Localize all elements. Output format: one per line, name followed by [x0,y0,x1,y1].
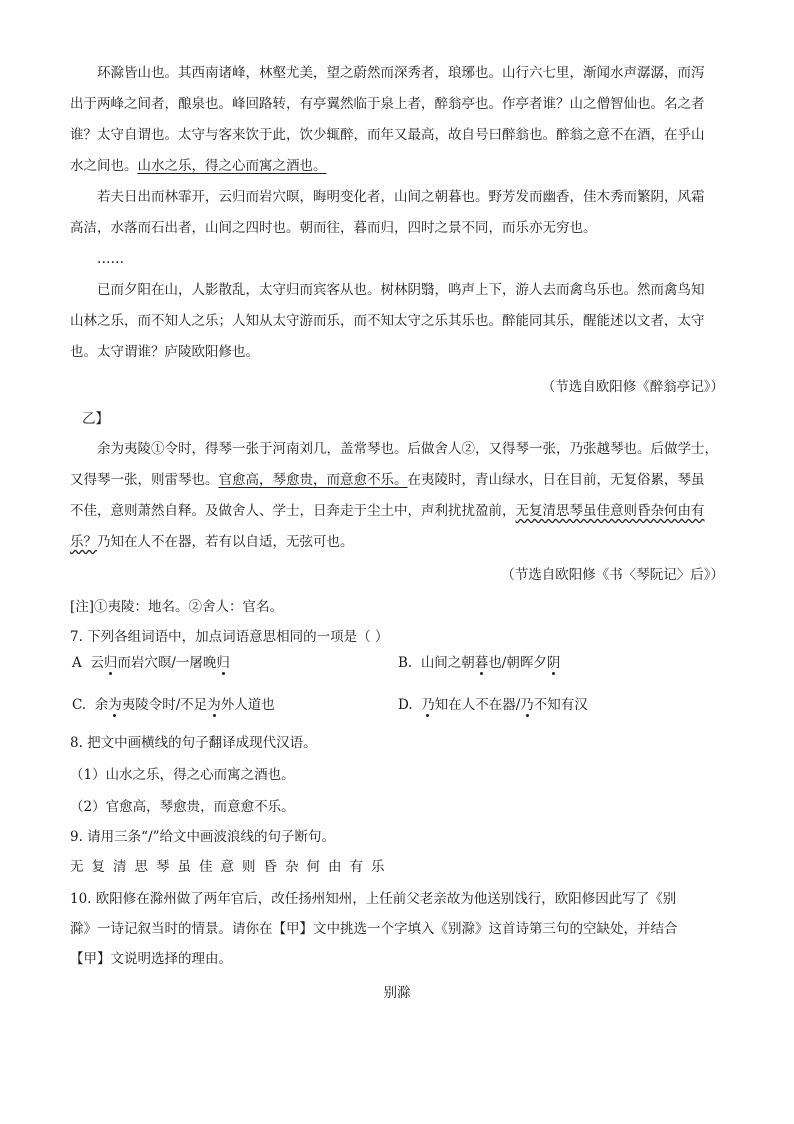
option-text: 山间之朝 [420,655,475,671]
question-10-line: 10. 欧阳修在滁州做了两年官后，改任扬州知州，上任前父老亲故为他送别饯行，欧阳修因此写了《别 [70,891,677,907]
option-text: 也/朝晖夕 [488,655,547,671]
passage-text: 若夫日出而林霏开，云归而岩穴暝，晦明变化者，山间之朝暮也。野芳发而幽香，佳木秀而繁阴，风霜 [97,189,705,205]
question-8-stem: 8. 把文中画横线的句子翻译成现代汉语。 [70,735,317,751]
passage-text: 水之间也。 [70,158,138,174]
annotation-note: [注]①夷陵：地名。②舍人：官名。 [70,599,284,615]
passage-line: 出于两峰之间者，酿泉也。峰回路转，有亭翼然临于泉上者，醉翁亭也。作亭者谁？山之僧智仙也。名之者 [70,96,705,112]
option-a[interactable] [72,648,230,679]
passage-jia [70,58,724,368]
dotted-word: 为 [108,697,122,713]
passage-line: 高洁，水落而石出者，山间之四时也。朝而往，暮而归，四时之景不同，而乐亦无穷也。 [70,220,597,236]
question-8-item-2: （2）官愈高，琴愈贵，而意愈不乐。 [70,799,295,815]
question-8-item-1: （1）山水之乐，得之心而寓之酒也。 [70,767,295,783]
option-text: 而岩穴暝/一屠晚 [117,655,217,671]
passage-line: 已而夕阳在山，人影散乱，太守归而宾客从也。树林阴翳，鸣声上下，游人去而禽鸟乐也。然而禽鸟知 [97,282,705,298]
passage-line: 谁？太守自谓也。太守与客来饮于此，饮少辄醉，而年又最高，故自号曰醉翁也。醉翁之意不在酒，在乎山 [70,127,705,143]
poem-title: 别滁 [383,985,411,1001]
passage-line: 也。太守谓谁？庐陵欧阳修也。 [70,344,259,360]
option-label: D. [398,697,413,713]
passage-text: 不佳，意则萧然自释。及做舍人、学士，日奔走于尘土中，声利扰扰盈前， [70,503,516,519]
passage-text: 乃知在人不在器，若有以自适，无弦可也。 [97,534,354,550]
option-text: 夷陵令时/不足 [121,697,208,713]
passage-text: 在夷陵时，青山绿水，日在目前，无复俗累，琴虽 [407,472,705,488]
source-jia: （节选自欧阳修《醉翁亭记》） [541,379,724,395]
passage-yi [70,434,724,558]
option-text: 外人道也 [220,697,275,713]
underlined-sentence: 山水之乐，得之心而寓之酒也。 [137,158,327,174]
question-7-stem: 7. 下列各组词语中，加点词语意思相同的一项是（ ） [70,629,389,645]
dotted-word: 阴 [546,655,561,671]
option-text: 云 [90,655,104,671]
wavy-sentence: 无复清思琴虽佳意则昏杂何由有 [515,503,705,519]
option-text: 余 [94,697,109,713]
option-label: C. [72,697,87,713]
underlined-sentence: 官愈高，琴愈贵，而意愈不乐。 [218,472,408,488]
passage-line: 环滁皆山也。其西南诸峰，林壑尤美，望之蔚然而深秀者，琅琊也。山行六七里，渐闻水声潺潺，而泻 [97,65,705,81]
passage-line [70,151,724,182]
question-9-stem: 9. 请用三条“/”给文中画波浪线的句子断句。 [70,829,336,845]
passage-line: 山林之乐，而不知人之乐；人知从太守游而乐，而不知太守之乐其乐也。醉能同其乐，醒能述以文者，太守 [70,313,705,329]
option-d[interactable] [398,690,588,721]
option-label: B. [398,655,413,671]
source-yi: （节选自欧阳修《书〈琴阮记〉后》） [501,567,724,583]
passage-line [70,496,724,527]
section-label: 乙】 [82,411,109,427]
passage-line [70,527,724,558]
passage-line [70,465,724,496]
passage-line: 余为夷陵①令时，得琴一张于河南刘几，盖常琴也。后做舍人②，又得琴一张，乃张越琴也。后做学士， [97,441,718,457]
passage-text: 又得琴一张，则雷琴也。 [70,472,219,488]
dotted-word: 乃 [520,697,534,713]
option-label: A [72,655,82,671]
question-10-line: 滁》一诗记叙当时的情景。请你在【甲】文中挑选一个字填入《别滁》这首诗第三句的空缺处，并结合 [70,921,678,937]
dotted-word: 归 [216,655,230,671]
dotted-word: 乃 [421,697,435,713]
dotted-word: 暮 [474,655,489,671]
passage-line [70,182,724,213]
option-b[interactable] [398,648,560,679]
question-10-line: 【甲】文说明选择的理由。 [70,951,232,967]
dotted-word: 为 [207,697,221,713]
option-text: 不知有汉 [533,697,588,713]
option-c[interactable] [72,690,275,721]
ellipsis: …… [97,251,124,267]
option-text: 知在人不在器/ [434,697,521,713]
wavy-sentence: 乐？ [70,534,97,550]
label-yi [82,404,736,435]
question-9-sentence: 无复清思琴虽佳意则昏杂何由有乐 [70,859,393,875]
dotted-word: 归 [103,655,118,671]
